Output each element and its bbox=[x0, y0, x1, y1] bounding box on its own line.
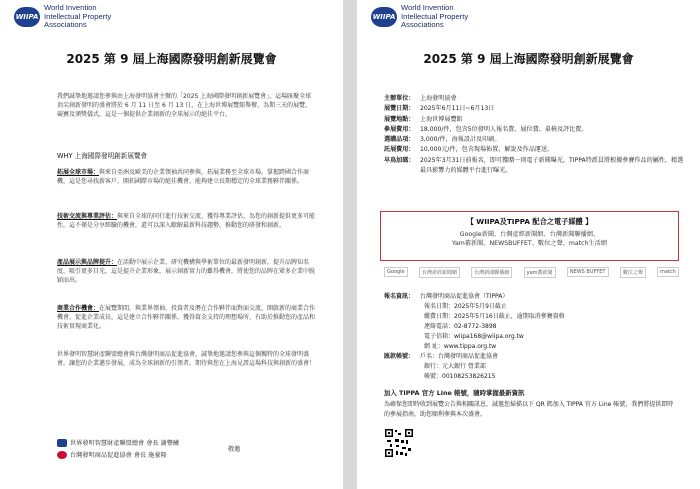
intro-paragraph: 我們誠摯地邀請您參與由上海發明協會主辦的「2025 上海國際發明創新展覽會」，這場匯聚全球頂尖創新發明的盛會將於 6 月 11 日至 6 月 13 日，在上海世博展覽館舉辦，為期三天的展覽、競賽及頒獎儀式，這是一個提供企業創新的全球展示的絕佳平台。 bbox=[57, 93, 312, 118]
digital-voice-logo: 數位之聲 bbox=[620, 267, 646, 278]
org-name-line3: Associations bbox=[44, 20, 87, 30]
line-description: 為確保您即時收到展覽公告與相關訊息，誠邀您掃描以下 QR 碼加入 TIPPA 官方 Line 帳號，我們將提供即時的參展指南，助您順利參與本次盛會。 bbox=[384, 401, 674, 418]
registration-info: 報名資訊： 台灣發明商品促進協會（TIPPA） 報名日期：2025年5月9日截止 繳費日期：2025年5月16日截止，逾期取消參賽資格 連絡電話：02-8772-3898 電子信箱：wiipa168@wiipa.org.tw 網 址：www.tippa.org.tw 匯款帳號： 戶名：台灣發明商品促進協會 銀行：元大銀行 營業部 帳號：00108253826215 bbox=[384, 293, 565, 380]
cnews-logo: 台灣產經新聞網 bbox=[419, 267, 460, 278]
wiipa-header bbox=[14, 3, 111, 31]
signature-wiipa: 世界發明智慧財產聯盟總會 會長 謝豐曦 bbox=[57, 438, 179, 447]
media-list-line1: Google新聞、台灣產經新聞網、台灣新聞聯播網、 bbox=[459, 231, 600, 238]
page-title: 2025 第 9 屆上海國際發明創新展覽會 bbox=[66, 52, 277, 66]
page-right bbox=[357, 0, 700, 489]
line-qr-code-icon[interactable] bbox=[384, 428, 414, 458]
wiipa-header-right: WIIPA World Invention Intellectual Property Associations bbox=[372, 3, 469, 30]
newsbuffet-logo: NEWS BUFFET bbox=[567, 267, 609, 277]
google-logo: Google bbox=[384, 267, 408, 277]
yam-logo: yam蕃新聞 bbox=[524, 267, 556, 278]
page-title-right: 2025 第 9 屆上海國際發明創新展覽會 bbox=[423, 52, 634, 66]
signature-tippa: 台灣發明商品促進協會 會長 施養隆 bbox=[57, 450, 167, 459]
media-logo-strip bbox=[384, 264, 679, 280]
tnn-logo: 台灣新聞聯播網 bbox=[471, 267, 512, 278]
point-tech-exchange: 技術交流與專業評估：與來自全球的同行進行技術交流，獲得專業評估，為您的創新提供更多可能性，這不僅是分享經驗的機會，還可以深入瞭解最新科技趨勢，推動您的研發和創新。 bbox=[57, 213, 316, 229]
org-name-line2: Intellectual Property bbox=[44, 11, 112, 21]
wiipa-logo-right: WIIPA bbox=[371, 7, 397, 27]
media-list-line2: Yam蕃新聞、NEWSBUFFET、數位之聲、match生活網 bbox=[452, 240, 607, 247]
why-heading: WHY 上海國際發明創新展覽會 bbox=[57, 152, 148, 160]
event-info: 主辦單位： 上海發明協會 展覽日期： 2025年6月11日~6月13日 展覽地點： 上海世博展覽館 參展費用： 18,000/件，包含5位發明人報名費、展位費、桌椅及評比費。 選購品項： 3,000/件，海報設計及印刷。 託展費用： 10,000元/件，包含現場佈置、解說及作品運送。 早鳥加碼： 2025年3月31日前報名，即可獲贈一則電子新聞曝光，TIPPA特派員將根據參賽作品的屬性，精選最具影響力的媒體平台進行曝光。 bbox=[384, 95, 684, 175]
match-logo: match bbox=[657, 267, 679, 277]
invitation-word: 敬邀 bbox=[228, 446, 241, 453]
point-brand: 產品展示與品牌提升：在活動中展示企業、研究機構與學術單位的最新發明創新，提升品牌知名度，吸引更多目光，這是提升企業形象，展示創新實力的難得機會，將使您的品牌在眾多企業中脫穎而出。 bbox=[57, 259, 316, 284]
closing-paragraph: 世界發明智慧財產聯盟總會與台灣發明商品促進協會，誠摯地邀請您參與這個獨特的全球發明盛會。讓您的企業邁步發展，成為全球創新的引領者，期待與您在上海見證這場科技與創新的盛會！ bbox=[57, 351, 316, 367]
tippa-mark-icon bbox=[57, 451, 67, 459]
page-left bbox=[0, 0, 343, 489]
org-name-line1: World Invention bbox=[44, 3, 97, 13]
media-box-title: 【 WIIPA及TIPPA 配合之電子媒體 】 bbox=[466, 217, 593, 226]
wiipa-logo: WIIPA bbox=[14, 7, 40, 27]
line-heading: 加入 TIPPA 官方 Line 帳號，隨時掌握最新資訊 bbox=[384, 389, 525, 397]
wiipa-mark-icon bbox=[57, 439, 67, 447]
point-global-market: 拓展全球市場：與來自亞洲及歐美的企業領袖共同參與，拓展業務至全球市場，掌握跨國合作商機，這是您尋找新客戶、開拓國際市場的絕佳機會，能夠建立長期穩定的全球業務夥伴關係。 bbox=[57, 169, 310, 185]
media-partners-box bbox=[380, 211, 679, 261]
point-business: 商業合作機會：在展覽期間，與業界領袖、投資者及潛在合作夥伴面對面交流，開啟新的商業合作機會，促進企業成長，這是建立合作夥伴關係，獲得資金支持的理想場所，有助於推動您的產品和技術實現商業化。 bbox=[57, 305, 316, 330]
